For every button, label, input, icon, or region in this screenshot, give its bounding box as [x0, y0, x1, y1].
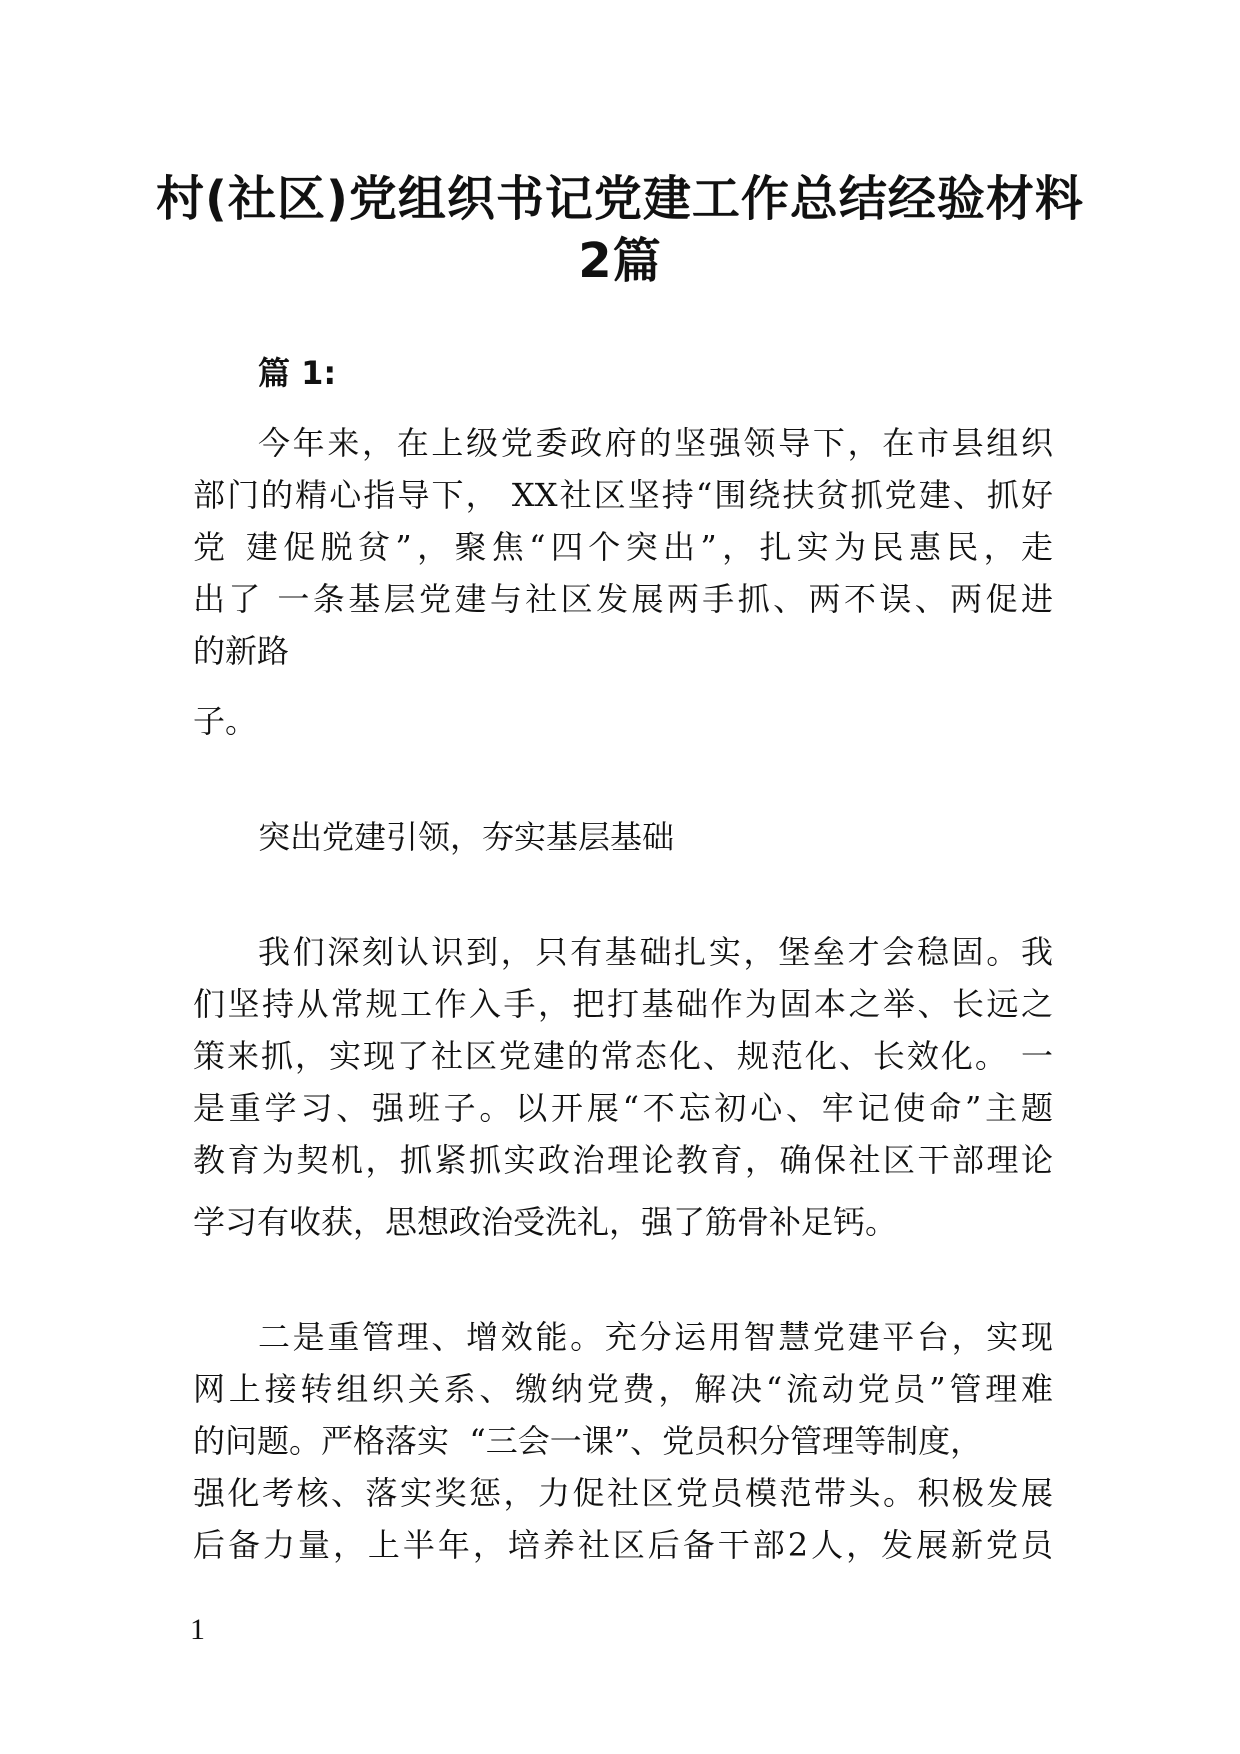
paragraph-2-line-1: 我们深刻认识到，只有基础扎实，堡垒才会稳固。我	[258, 933, 1053, 971]
paragraph-3-line-4: 强化考核、落实奖惩，力促社区党员模范带头。积极发展	[193, 1474, 1053, 1512]
paragraph-1-line-4: 出了 一条基层党建与社区发展两手抓、两不误、两促进	[193, 580, 1053, 618]
paragraph-1-line-6: 子。	[193, 702, 258, 740]
paragraph-3-line-1: 二是重管理、增效能。充分运用智慧党建平台，实现	[258, 1318, 1053, 1356]
paragraph-1-line-5: 的新路	[193, 632, 290, 670]
paragraph-2-line-4: 是重学习、强班子。以开展“不忘初心、牢记使命”主题	[193, 1089, 1053, 1127]
paragraph-3-line-2: 网上接转组织关系、缴纳党费，解决“流动党员”管理难	[193, 1370, 1053, 1408]
paragraph-2-line-5: 教育为契机，抓紧抓实政治理论教育，确保社区干部理论	[193, 1141, 1053, 1179]
section-heading: 篇 1:	[258, 354, 337, 392]
subheading: 突出党建引领，夯实基层基础	[258, 818, 675, 856]
paragraph-1-line-1: 今年来，在上级党委政府的坚强领导下，在市县组织	[258, 424, 1053, 462]
paragraph-1-line-2: 部门的精心指导下， XX社区坚持“围绕扶贫抓党建、抓好	[193, 476, 1053, 514]
page-number: 1	[190, 1613, 205, 1646]
paragraph-2-line-2: 们坚持从常规工作入手，把打基础作为固本之举、长远之	[193, 985, 1053, 1023]
paragraph-2-line-6: 学习有收获，思想政治受洗礼，强了筋骨补足钙。	[193, 1203, 898, 1241]
paragraph-1-line-3: 党 建促脱贫”，聚焦“四个突出”，扎实为民惠民，走	[193, 528, 1053, 566]
document-title-line-2: 2篇	[578, 233, 662, 289]
paragraph-3-line-5: 后备力量，上半年，培养社区后备干部2人，发展新党员	[193, 1526, 1053, 1564]
paragraph-2-line-3: 策来抓，实现了社区党建的常态化、规范化、长效化。 一	[193, 1037, 1053, 1075]
paragraph-3-line-3: 的问题。严格落实 “三会一课”、党员积分管理等制度，	[193, 1422, 983, 1460]
document-title-line-1: 村(社区)党组织书记党建工作总结经验材料	[156, 171, 1084, 227]
